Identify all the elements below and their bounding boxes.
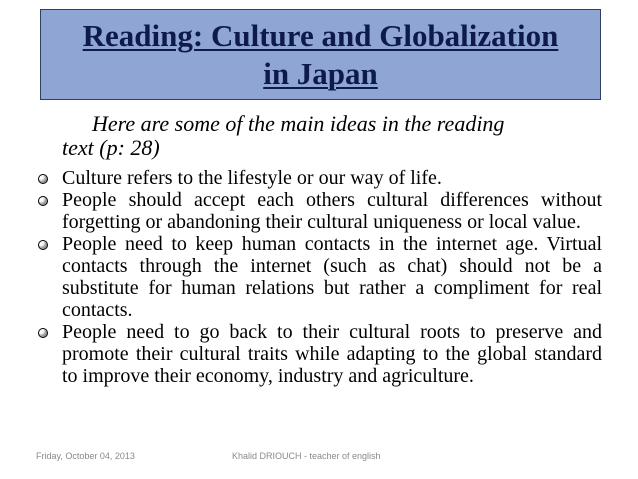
- list-item: [36, 189, 602, 233]
- list-item: [36, 233, 602, 321]
- intro-line-2: text (p: 28): [62, 135, 160, 160]
- list-item: [36, 321, 602, 387]
- slide-title-line-2: in Japan: [263, 56, 378, 91]
- bullet-icon: [38, 196, 48, 206]
- intro-text: [62, 112, 602, 160]
- slide-title-line-1: Reading: Culture and Globalization: [82, 18, 559, 53]
- footer-author: Khalid DRIOUCH - teacher of english: [232, 451, 381, 461]
- bullet-icon: [38, 328, 48, 338]
- list-item-text: People need to go back to their cultural roots to preserve and promote their cultural traits while adapting to the global standard to improve their economy, industry and agriculture.: [62, 321, 602, 387]
- slide-title-box: [40, 9, 601, 100]
- bullet-icon: [38, 174, 48, 184]
- list-item-text: Culture refers to the lifestyle or our way of life.: [62, 167, 442, 189]
- list-item-text: People should accept each others cultural differences without forgetting or abandoning their cultural uniqueness or local value.: [62, 189, 602, 233]
- list-item-text: People need to keep human contacts in the internet age. Virtual contacts through the internet (such as chat) should not be a substitute for human relations but rather a compliment for real contacts.: [62, 233, 602, 321]
- main-ideas-list: [36, 167, 602, 387]
- footer-date: Friday, October 04, 2013: [36, 451, 135, 461]
- intro-line-1: Here are some of the main ideas in the reading: [92, 111, 505, 136]
- bullet-icon: [38, 240, 48, 250]
- list-item: [36, 167, 602, 189]
